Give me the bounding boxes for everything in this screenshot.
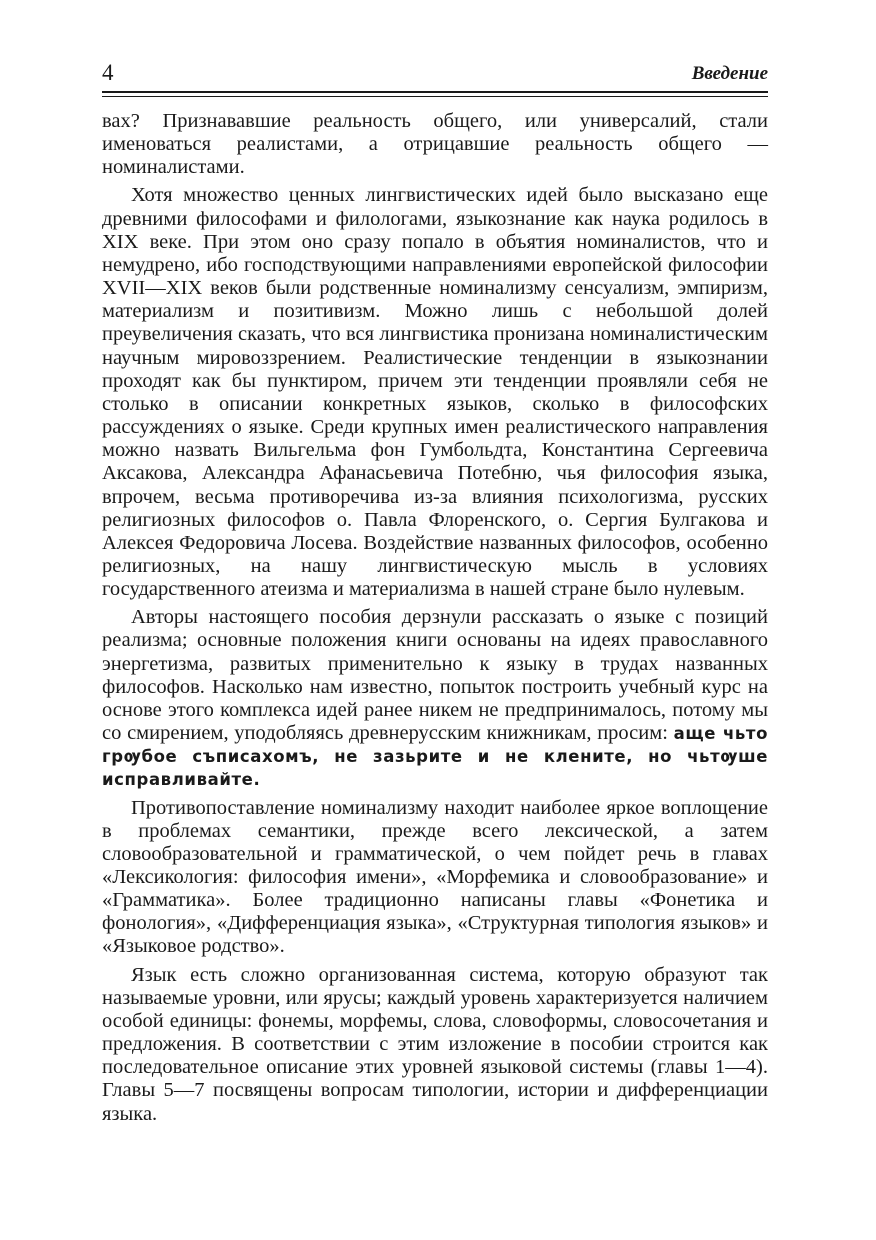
paragraph-3-text: Авторы настоящего пособия дерзнули рассказать о языке с позиций реализма; основные положения книги основаны на идеях православного энергетизма, развитых применительно к языку в трудах названных философов. Насколько нам известно, попыток построить учебный курс на основе этого комплекса идей ранее никем не предпринималось, потому мы со смирением, уподобляясь древнерусским книжникам, просим: bbox=[102, 606, 768, 745]
paragraph-3 bbox=[102, 606, 768, 791]
paragraph-5: Язык есть сложно организованная система, которую образуют так называемые уровни, или ярусы; каждый уровень характеризуется наличием особой единицы: фонемы, морфемы, слова, словоформы, словосочетания и предложения. В соответствии с этим изложение в пособии строится как последовательное описание этих уровней языковой системы (главы 1—4). Главы 5—7 посвящены вопросам типологии, истории и дифференциации языка. bbox=[102, 963, 768, 1125]
running-title: Введение bbox=[691, 63, 768, 84]
page-header bbox=[102, 58, 768, 88]
header-rule-thin bbox=[102, 96, 768, 97]
body-text bbox=[102, 110, 768, 1131]
page-number: 4 bbox=[102, 60, 114, 85]
paragraph-2: Хотя множество ценных лингвистических идей было высказано еще древними философами и филологами, языкознание как наука родилось в XIX веке. При этом оно сразу попало в объятия номиналистов, что и немудрено, ибо господствующими направлениями европейской философии XVII—XIX веков были родственные номинализму сенсуализм, эмпиризм, материализм и позитивизм. Можно лишь с небольшой долей преувеличения сказать, что вся лингвистика пронизана номиналистическим научным мировоззрением. Реалистические тенденции в языкознании проходят как бы пунктиром, причем эти тенденции проявляли себя не столько в описании конкретных языков, сколько в философских рассуждениях о языке. Среди крупных имен реалистического направления можно назвать Вильгельма фон Гумбольдта, Константина Сергеевича Аксакова, Александра Афанасьевича Потебню, чья философия языка, впрочем, весьма противоречива из-за влияния психологизма, русских религиозных философов о. Павла Флоренского, о. Сергия Булгакова и Алексея Федоровича Лосева. Воздействие названных философов, особенно религиозных, на нашу лингвистическую мысль в условиях государственного атеизма и материализма в нашей стране было нулевым. bbox=[102, 184, 768, 601]
header-rule-thick bbox=[102, 91, 768, 93]
old-russian-quote: аще чьто грѹбое съписахомъ, не зазьрите и не клените, но чьтѹше исправливайте. bbox=[102, 724, 769, 790]
paragraph-4: Противопоставление номинализму находит наиболее яркое воплощение в проблемах семантики, прежде всего лексической, а затем словообразовательной и грамматической, о чем пойдет речь в главах «Лексикология: философия имени», «Морфемика и словообразование» и «Грамматика». Более традиционно написаны главы «Фонетика и фонология», «Дифференциация языка», «Структурная типология языков» и «Языковое родство». bbox=[102, 796, 768, 958]
paragraph-1: вах? Признававшие реальность общего, или универсалий, стали именоваться реалистами, а отрицавшие реальность общего — номиналистами. bbox=[102, 110, 768, 179]
